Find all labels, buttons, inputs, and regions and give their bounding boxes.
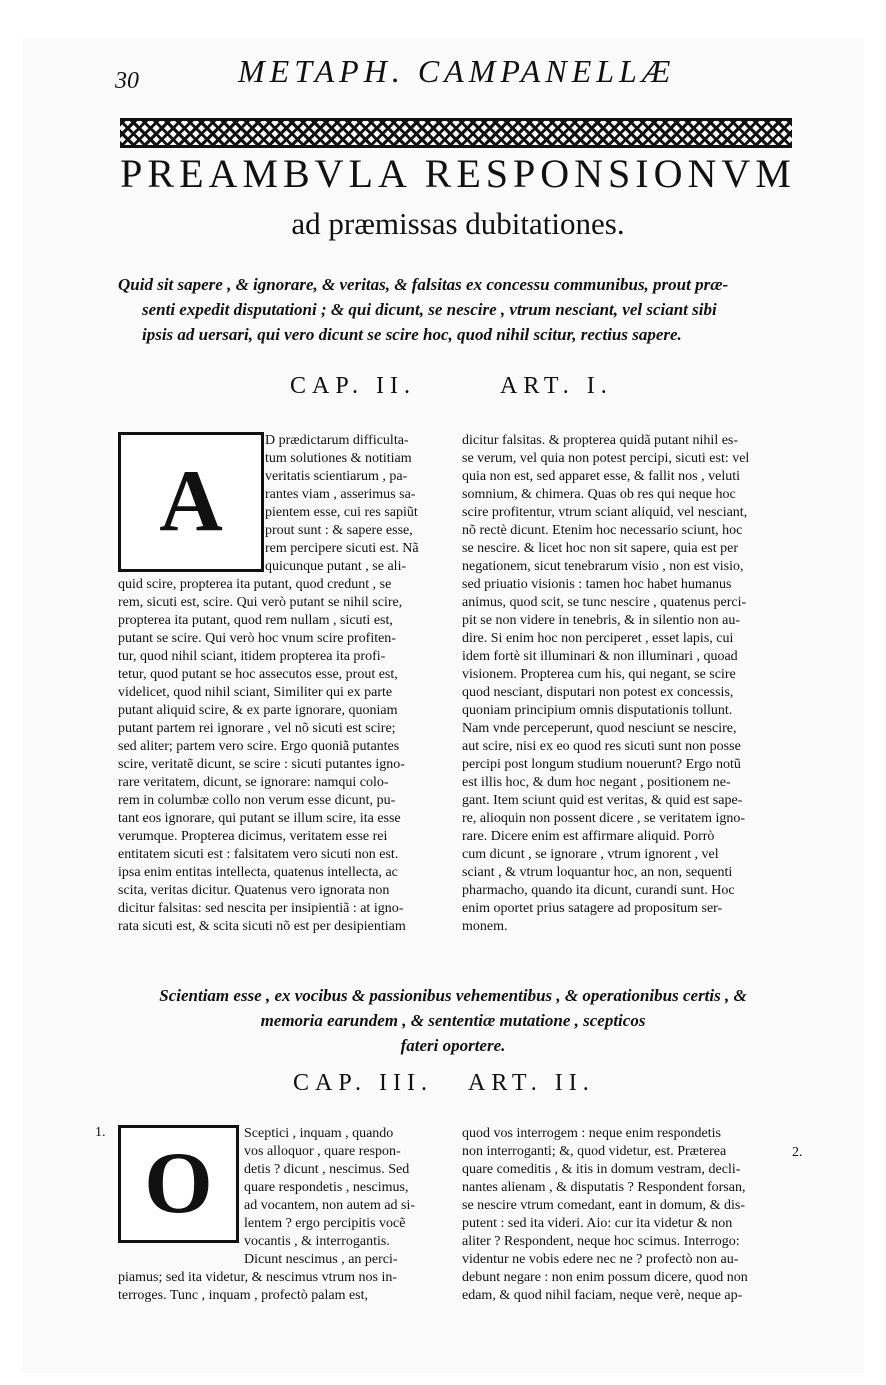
left-column-top-2 bbox=[244, 1125, 440, 1269]
text-line: enim oportet prius satagere ad propositum ser- bbox=[462, 901, 723, 916]
chapter-label: CAP. II. bbox=[290, 373, 417, 399]
text-line: se verum, vel quia non potest percipi, sicuti est: vel bbox=[462, 451, 750, 466]
text-line: rata sicuti est, & scita sicuti nõ est per desipientiam bbox=[118, 919, 406, 934]
text-line: vos alloquor , quare respon- bbox=[244, 1144, 401, 1159]
text-line: putant partem rei ignorare , vel nõ sicuti est scire; bbox=[118, 721, 396, 736]
article-label: ART. I. bbox=[500, 373, 613, 399]
article-label-2: ART. II. bbox=[468, 1070, 595, 1096]
text-line: D prædictarum difficulta- bbox=[265, 433, 409, 448]
summary-line: memoria earundem , & sententiæ mutatione , scepticos bbox=[260, 1011, 646, 1030]
text-line: percipi post longum studium nouerunt? Ergo notũ bbox=[462, 757, 741, 772]
text-line: rantes viam , asserimus sa- bbox=[265, 487, 416, 502]
text-line: pientem esse, cui res sapiũt bbox=[265, 505, 418, 520]
text-line: putant se scire. Qui verò hoc vnum scire profiten- bbox=[118, 631, 396, 646]
ornament-band bbox=[120, 118, 792, 148]
summary-line: fateri oportere. bbox=[400, 1036, 506, 1055]
text-line: veritatis scientiarum , pa- bbox=[265, 469, 408, 484]
text-line: dire. Si enim hoc non perciperet , esset lapis, cui bbox=[462, 631, 734, 646]
text-line: detis ? dicunt , nescimus. Sed bbox=[244, 1162, 410, 1177]
text-line: videlicet, quod nihil sciant, Similiter qui ex parte bbox=[118, 685, 393, 700]
margin-note-right: 2. bbox=[792, 1145, 803, 1160]
right-column-2 bbox=[462, 1125, 787, 1305]
margin-note-left: 1. bbox=[95, 1125, 106, 1140]
summary-line: Scientiam esse , ex vocibus & passionibus vehementibus , & operationibus certis , & bbox=[159, 986, 747, 1005]
left-column-body-2 bbox=[118, 1269, 440, 1305]
text-line: quia non est, sed apparet esse, & fallit nos , veluti bbox=[462, 469, 740, 484]
text-line: quare respondetis , nescimus, bbox=[244, 1180, 409, 1195]
section-title: PREAMBVLA RESPONSIONVM bbox=[120, 151, 796, 196]
text-line: quod nesciant, disputari non potest ex concessis, bbox=[462, 685, 734, 700]
text-line: nantes alienam , & disputatis ? Respondent forsan, bbox=[462, 1180, 746, 1195]
text-line: tetur, quod putant se hoc assecutos esse, prout est, bbox=[118, 667, 398, 682]
text-line: se nescire vtrum comedant, eant in domum, & dis- bbox=[462, 1198, 746, 1213]
right-column bbox=[462, 432, 792, 936]
section-subtitle: ad præmissas dubitationes. bbox=[291, 206, 625, 241]
text-line: monem. bbox=[462, 919, 508, 934]
text-line: lentem ? ergo percipitis vocẽ bbox=[244, 1216, 406, 1231]
text-line: Dicunt nescimus , an perci- bbox=[244, 1252, 398, 1267]
text-line: dicitur falsitas: sed nescita per insipientiã : at igno- bbox=[118, 901, 404, 916]
text-line: quid scire, propterea ita putant, quod credunt , se bbox=[118, 577, 392, 592]
summary-line: senti expedit disputationi ; & qui dicunt, se nescire , vtrum nesciant, vel sciant sibi bbox=[142, 300, 717, 319]
text-line: re, alioquin non possent dicere , se veritatem igno- bbox=[462, 811, 746, 826]
text-line: rare. Dicere enim est affirmare aliquid. Porrò bbox=[462, 829, 715, 844]
text-line: tant eos ignorare, qui putant se illum scire, ita esse bbox=[118, 811, 401, 826]
text-line: idem fortè sit illuminari & non illuminari , quoad bbox=[462, 649, 738, 664]
text-line: gant. Item sciunt quid est veritas, & quid est sape- bbox=[462, 793, 743, 808]
chapter-label-2: CAP. III. bbox=[293, 1070, 434, 1096]
text-line: terroges. Tunc , inquam , profectò palam est, bbox=[118, 1288, 369, 1303]
text-line: aut scire, nisi ex eo quod res sicuti sunt non posse bbox=[462, 739, 741, 754]
text-line: Sceptici , inquam , quando bbox=[244, 1126, 394, 1141]
text-line: videntur ne vobis edere nec ne ? profectò non au- bbox=[462, 1252, 739, 1267]
drop-cap-letter: O bbox=[144, 1135, 213, 1232]
text-line: rem, sicuti est, scire. Qui verò putant se nihil scire, bbox=[118, 595, 403, 610]
text-line: ad vocantem, non autem ad si- bbox=[244, 1198, 416, 1213]
text-line: sed aliter; partem vero scire. Ergo quoniã putantes bbox=[118, 739, 400, 754]
text-line: visionem. Propterea cum his, qui negant, se scire bbox=[462, 667, 736, 682]
text-line: quod vos interrogem : neque enim respondetis bbox=[462, 1126, 721, 1141]
text-line: entitatem sicuti est : falsitatem vero sicuti non est. bbox=[118, 847, 399, 862]
text-line: ipsa enim entitas intellecta, quatenus intellecta, ac bbox=[118, 865, 398, 880]
text-line: pharmacho, quando ita dicunt, curandi sunt. Hoc bbox=[462, 883, 735, 898]
text-line: debunt negare : non enim possum dicere, quod non bbox=[462, 1270, 748, 1285]
text-line: scire profitentur, vtrum sciant aliquid, vel nesciant, bbox=[462, 505, 748, 520]
text-line: non interroganti; &, quod videtur, est. Præterea bbox=[462, 1144, 727, 1159]
text-line: prout sunt : & sapere esse, bbox=[265, 523, 413, 538]
left-column-top bbox=[265, 432, 440, 576]
text-line: se nescire. & licet hoc non sit sapere, quia est per bbox=[462, 541, 739, 556]
text-line: quoniam principium omnis disputationis tollunt. bbox=[462, 703, 733, 718]
text-line: propterea ita putant, quod rem nullam , sicuti est, bbox=[118, 613, 393, 628]
running-head: METAPH. CAMPANELLÆ bbox=[238, 53, 676, 89]
text-line: tur, quod nihil sciant, itidem propterea ita profi- bbox=[118, 649, 386, 664]
summary-line: ipsis ad uersari, qui vero dicunt se scire hoc, quod nihil scitur, rectius sapere. bbox=[142, 325, 682, 344]
text-line: rare veritatem, dicunt, se ignorare: namqui colo- bbox=[118, 775, 389, 790]
text-line: tum solutiones & notitiam bbox=[265, 451, 412, 466]
text-line: sciant , & vtrum loquantur hoc, an non, sequenti bbox=[462, 865, 733, 880]
chapter-summary-2 bbox=[113, 983, 793, 1058]
text-line: nõ rectè dicunt. Etenim hoc necessario sciunt, hoc bbox=[462, 523, 743, 538]
text-line: animus, quod scit, se tunc nescire , quatenus perci- bbox=[462, 595, 747, 610]
text-line: Nam vnde perceperunt, quod nesciunt se nescire, bbox=[462, 721, 737, 736]
left-column-body bbox=[118, 576, 440, 936]
text-line: putent : sed ita videri. Aio: cur ita videtur & non bbox=[462, 1216, 733, 1231]
drop-cap-ornament bbox=[118, 432, 264, 572]
drop-cap-ornament bbox=[118, 1125, 239, 1243]
drop-cap-letter: A bbox=[159, 453, 223, 550]
text-line: edam, & quod nihil faciam, neque verè, neque ap- bbox=[462, 1288, 743, 1303]
text-line: dicitur falsitas. & propterea quidã putant nihil es- bbox=[462, 433, 739, 448]
text-line: somnium, & chimera. Quas ob res qui neque hoc bbox=[462, 487, 736, 502]
text-line: cum dicunt , se ignorare , vtrum ignorent , vel bbox=[462, 847, 719, 862]
text-line: quicunque putant , se ali- bbox=[265, 559, 407, 574]
text-line: pit se non videre in tenebris, & in silentio non au- bbox=[462, 613, 741, 628]
text-line: negationem, sicut tenebrarum visio , non est visio, bbox=[462, 559, 744, 574]
text-line: scita, veritas dicitur. Quatenus vero ignorata non bbox=[118, 883, 390, 898]
text-line: aliter ? Respondent, neque hoc scimus. Interrogo: bbox=[462, 1234, 740, 1249]
chapter-summary bbox=[118, 272, 798, 347]
text-line: scire, veritatẽ dicunt, se scire : sicuti putantes igno- bbox=[118, 757, 405, 772]
text-line: vocantis , & interrogantis. bbox=[244, 1234, 390, 1249]
text-line: putant aliquid scire, & ex parte ignorare, quoniam bbox=[118, 703, 398, 718]
text-line: rem in columbæ collo non verum esse dicunt, pu- bbox=[118, 793, 396, 808]
text-line: sed priuatio visionis : tamen hoc habet humanus bbox=[462, 577, 732, 592]
text-line: est illis hoc, & dum hoc negant , positionem ne- bbox=[462, 775, 731, 790]
text-line: verumque. Propterea dicimus, veritatem esse rei bbox=[118, 829, 388, 844]
text-line: piamus; sed ita videtur, & nescimus vtrum nos in- bbox=[118, 1270, 398, 1285]
text-line: rem percipere sicuti est. Nã bbox=[265, 541, 419, 556]
text-line: quare comeditis , & itis in domum vestram, decli- bbox=[462, 1162, 741, 1177]
summary-line: Quid sit sapere , & ignorare, & veritas, & falsitas ex concessu communibus, prout præ- bbox=[118, 275, 729, 294]
page-number: 30 bbox=[115, 68, 139, 94]
